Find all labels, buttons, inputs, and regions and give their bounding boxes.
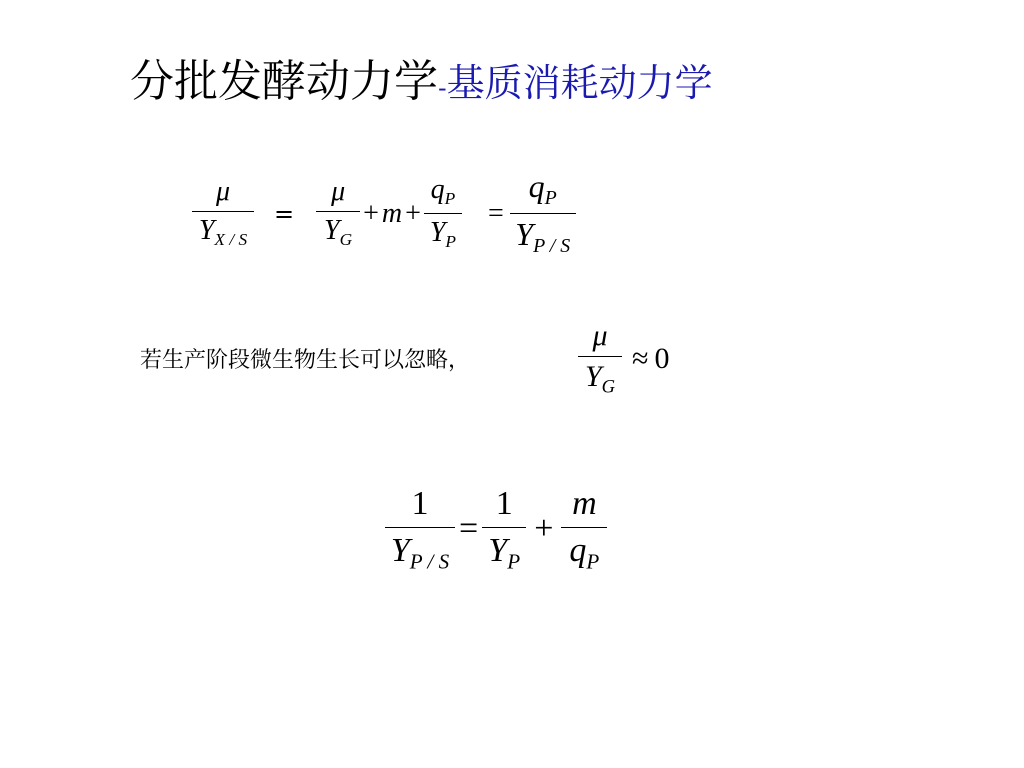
equals-sign: = — [487, 197, 504, 229]
denominator: $Y_{P / S}$ — [515, 216, 571, 258]
title-subtitle: 基质消耗动力学 — [446, 61, 713, 105]
fraction-bar — [385, 527, 455, 529]
fraction-one-over-yps — [385, 486, 455, 573]
numerator: 1 — [411, 485, 429, 522]
denominator: $Y_G$ — [584, 360, 616, 398]
plus-sign: + — [405, 197, 421, 229]
denominator: $Y_G$ — [324, 215, 353, 250]
fraction-bar — [424, 213, 462, 215]
numerator: $q_P$ — [528, 168, 557, 209]
plus-sign: + — [363, 197, 379, 229]
denominator: $Y_{X / S}$ — [198, 215, 248, 250]
fraction-bar — [482, 527, 526, 529]
title-main: 分批发酵动力学 — [130, 56, 438, 107]
assumption-note: 若生产阶段微生物生长可以忽略， — [140, 348, 471, 373]
numerator: $q_P$ — [430, 174, 456, 209]
slide-title — [130, 56, 713, 107]
equation-reciprocal-yield — [385, 486, 607, 573]
fraction-bar — [510, 213, 576, 215]
fraction-bar — [192, 211, 254, 213]
fraction-mu-over-yg — [578, 320, 622, 397]
fraction-bar — [578, 356, 622, 358]
fraction-one-over-yp — [482, 486, 526, 573]
fraction-m-over-qp — [561, 486, 607, 573]
fraction-bar — [561, 527, 607, 529]
numerator: μ — [215, 176, 231, 208]
plus-sign: + — [534, 510, 554, 548]
maintenance-coefficient: m — [381, 197, 403, 229]
fraction-qp-over-yps — [510, 170, 576, 257]
zero-value: 0 — [654, 341, 670, 375]
fraction-bar — [316, 211, 360, 213]
numerator: m — [572, 485, 597, 522]
fraction-mu-over-yg — [316, 177, 360, 249]
denominator: $Y_{P / S}$ — [390, 532, 450, 574]
equals-sign: = — [274, 199, 295, 228]
fraction-mu-over-yxs — [192, 177, 254, 249]
title-separator: - — [438, 74, 447, 102]
numerator: 1 — [495, 485, 513, 522]
numerator: μ — [331, 176, 346, 208]
equals-sign: = — [459, 510, 479, 548]
equation-substrate-balance — [192, 170, 576, 257]
denominator: $Y_P$ — [488, 532, 521, 574]
denominator: $Y_P$ — [429, 217, 457, 252]
approx-sign: ≈ — [632, 341, 649, 375]
denominator: $q_P$ — [569, 532, 600, 574]
equation-growth-negligible — [578, 320, 669, 397]
fraction-qp-over-yp — [424, 175, 462, 251]
numerator: μ — [592, 319, 608, 352]
